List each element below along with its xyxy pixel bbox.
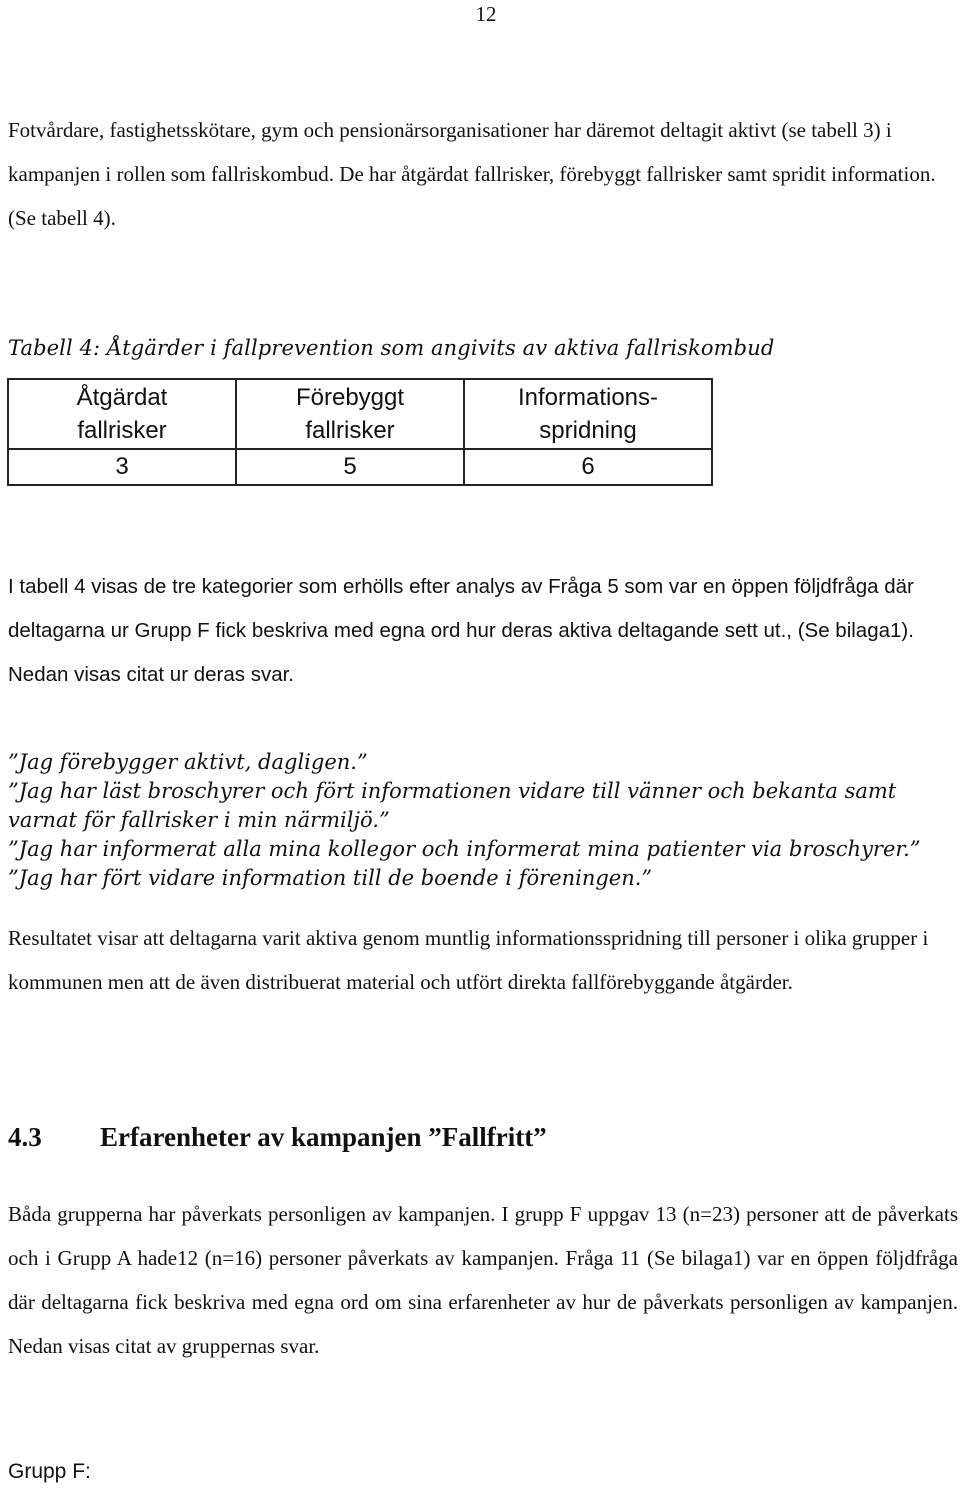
header-informationsspridning: [464, 379, 712, 449]
header-line: Informations-: [517, 384, 659, 411]
quote: ”Jag har fört vidare information till de boende i föreningen.”: [8, 866, 653, 890]
actions-table: [7, 378, 713, 486]
quote: ”Jag har läst broschyrer och fört informationen vidare till vänner och bekanta samt varnat för fallrisker i min närmiljö.”: [8, 779, 897, 832]
quotes-block: [8, 748, 948, 893]
table-cell: 5: [236, 449, 464, 485]
header-line: fallrisker: [305, 417, 395, 444]
intro-paragraph: Fotvårdare, fastighetsskötare, gym och pensionärsorganisationer har däremot deltagit aktivt (se tabell 3) i kampanjen i rollen som fallriskombud. De har åtgärdat fallrisker, förebyggt fallrisker samt spridit information. (Se tabell 4).: [8, 118, 936, 230]
table-caption: Tabell 4: Åtgärder i fallprevention som angivits av aktiva fallriskombud: [8, 336, 775, 360]
table-header-row: [8, 379, 712, 449]
group-label: Grupp F:: [8, 1460, 91, 1483]
header-atgardat: [8, 379, 236, 449]
section-number: 4.3: [8, 1122, 42, 1152]
section-heading: [8, 1122, 547, 1153]
header-line: fallrisker: [77, 417, 167, 444]
page-number: 12: [475, 2, 497, 26]
table-cell: 6: [464, 449, 712, 485]
section-paragraph: Båda grupperna har påverkats personligen av kampanjen. I grupp F uppgav 13 (n=23) personer att de påverkats och i Grupp A hade12 (n=16) personer påverkats av kampanjen. Fråga 11 (Se bilaga1) var en öppen följdfråga där deltagarna fick beskriva med egna ord om sina erfarenheter av hur de påverkats personligen av kampanjen. Nedan visas citat av gruppernas svar.: [8, 1202, 958, 1358]
header-line: Åtgärdat: [76, 384, 168, 411]
section-title: Erfarenheter av kampanjen ”Fallfritt”: [100, 1122, 547, 1152]
explanation-paragraph: I tabell 4 visas de tre kategorier som erhölls efter analys av Fråga 5 som var en öppen följdfråga där deltagarna ur Grupp F fick beskriva med egna ord hur deras aktiva deltagande sett ut., (Se bilaga1). Nedan visas citat ur deras svar.: [8, 575, 914, 686]
table-row: [8, 449, 712, 485]
quote: ”Jag förebygger aktivt, dagligen.”: [8, 750, 368, 774]
header-line: Förebyggt: [295, 384, 405, 411]
table-cell: 3: [8, 449, 236, 485]
header-line: spridning: [539, 417, 637, 444]
header-forebyggt: [236, 379, 464, 449]
result-paragraph: Resultatet visar att deltagarna varit aktiva genom muntlig informationsspridning till personer i olika grupper i kommunen men att de även distribuerat material och utfört direkta fallförebyggande åtgärder.: [8, 926, 929, 994]
quote: ”Jag har informerat alla mina kollegor och informerat mina patienter via broschyrer.”: [8, 837, 921, 861]
